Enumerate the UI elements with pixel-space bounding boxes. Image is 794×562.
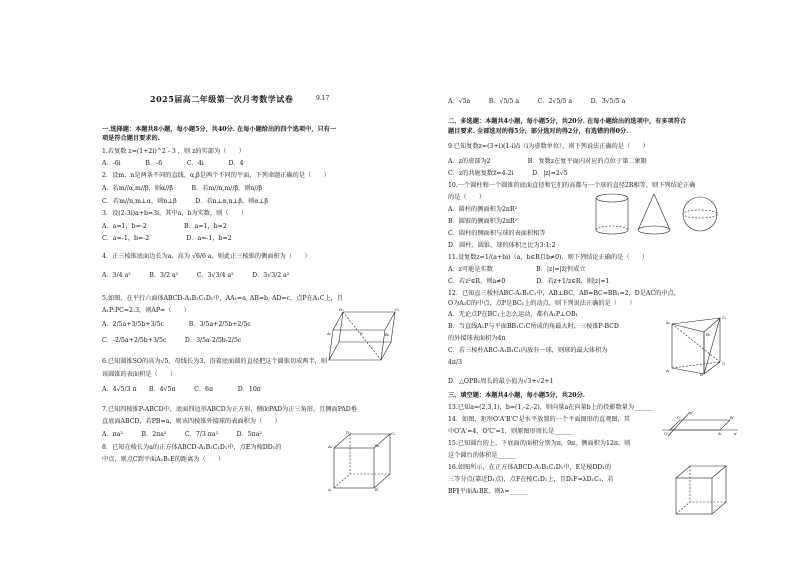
question-12-option-d: D．△OPB₁周长的最小值为√3+√2+1	[448, 378, 554, 385]
label-prism-b: B	[700, 372, 703, 376]
label-c1: C₁	[395, 307, 400, 312]
question-2-options-cd: C．若m//n,m⊥α，则n⊥β D．若n⊥α,n⊥β，则α⊥β	[102, 198, 268, 205]
label-cube-b: B	[375, 487, 378, 492]
question-10-line-2: 的是（ ）	[448, 194, 486, 201]
question-3: 3．设(2-3i)a+b=3i，其中a，b为实数，则（ ）	[102, 210, 248, 217]
question-8-options: A．√5a B．√5/5 a C．2√5/5 a D．3√5/5 a	[448, 98, 626, 105]
label-y-prime: y'	[690, 410, 694, 415]
question-8-line-2: 中点，则点C到平面A₁B₁E的距离为（ ）	[102, 456, 225, 463]
question-7: 7.已知四棱锥P-ABCD中，底面四边形ABCD为正方形，侧面PAD为正三角形，且侧面PAD垂	[102, 406, 357, 413]
label-cube-b1: B₁	[375, 443, 380, 448]
question-12-option-b: B．当直线A₁P与平面BB₁C₁C所成的角最大时，三棱锥P-BCD	[448, 323, 619, 330]
question-16-line-2: 三等分点(靠近D₁点)，点F在棱C₁D₁上，且D₁F=λD₁C₁，若	[448, 476, 614, 483]
parallelepiped-figure	[325, 302, 405, 362]
question-12-option-c-2: 4π/3	[448, 359, 463, 366]
question-11-options-ab: A．z可能是实数 B．|z|=|z̄|恒成立	[448, 266, 586, 273]
section-1-header-2: 项是符合题目要求的.	[102, 135, 160, 142]
question-3-options-cd: C．a=-1，b=-2 D．a=-1，b=2	[102, 235, 232, 242]
solids-figure	[592, 190, 722, 238]
question-12-line-2: O为A₁C的中点，点P是BC₁上的动点，则下列说法正确的是（ ）	[448, 300, 636, 307]
label-a-prime: A'	[718, 431, 722, 436]
label-prism-c: C	[722, 361, 726, 366]
question-6-options: A．4√5/3 π B．4√5π C．6π D．10π	[102, 386, 261, 393]
question-4: 4．正三棱锥底面边长为a，高为 √6/6 a，则此正三棱锥的侧面积为（ ）	[102, 253, 311, 260]
label-prism-b1: B₁	[706, 332, 711, 337]
question-10-option-d: D．圆柱、圆锥、球的体积之比为3:1:2	[448, 242, 556, 249]
label-b-prime: B'	[730, 415, 735, 420]
question-16: 16.如图所示，在正方体ABCD-A₁B₁C₁D₁中，E是棱DD₁的	[448, 464, 612, 471]
section-3-header: 三、填空题：本题共4小题，每小题5分，共20分.	[448, 392, 585, 399]
exam-date: 9.17	[316, 95, 330, 102]
label-p: P	[360, 331, 363, 336]
label-d1: D₁	[339, 307, 344, 312]
question-2: 2．设m，n是两条不同的直线，α,β是两个不同的平面，下列命题正确的是（ ）	[102, 172, 330, 179]
question-5-options-ab: A．2/5a+3/5b+3/5c B．3/5a+2/5b+2/5c	[102, 321, 251, 328]
section-1-header: 一.选择题：本题共8小题，每小题5分，共40分. 在每小题给出的四个选项中，只有一	[102, 126, 337, 133]
question-7-line-2: 直底面ABCD，若PB=a，则该四棱锥外接球的表面积为（ ）	[102, 418, 281, 425]
question-8: 8．已知在棱长为a的正方体ABCD-A₁B₁C₁D₁中，点E为棱DD₁的	[102, 444, 282, 451]
label-prism-a1: A₁	[666, 320, 671, 325]
label-cube-a: A	[328, 487, 331, 492]
question-2-options-ab: A．若m//α,m//β，则α//β B．若m//n,m//β，则n//β	[102, 185, 263, 192]
label-c-prime: C'	[677, 415, 682, 420]
question-15-line-2: 这个圆台的体积是______	[448, 452, 517, 459]
question-9: 9.已知复数z=(3+i)(1-i)/i（i为虚数单位），则下列说法正确的是（ ）	[448, 143, 649, 150]
question-1: 1.若复数 z=(1+2i)^2 - 3 ，则 z的实部为（ ）	[102, 148, 245, 155]
question-1-options: A．-6i B．-6 C．4i D．4	[102, 160, 244, 167]
question-6-line-2: 该圆锥的表面积是（ ）	[102, 371, 177, 378]
question-14: 14．如图，矩形O'A'B'C'是水平放置的一个平面图形的直观图，其	[448, 416, 630, 423]
question-15: 15.已知圆台的上、下底面的面积分别为π，9π，侧面积为12π，则	[448, 440, 631, 447]
question-9-options-ab: A．z的虚部为2 B．复数z在复平面内对应的点位于第二象限	[448, 158, 647, 165]
question-12-option-c: C．若三棱柱ABC-A₁B₁C₁内放有一球，则球的最大体积为	[448, 347, 608, 354]
cube-figure	[328, 430, 398, 492]
label-b1: B₁	[385, 332, 390, 337]
question-11-options-cd: C．若z²∈R，则a≠0 D．若z+1/z∈R，则|z|=1	[448, 278, 610, 285]
label-prism-a: A	[666, 368, 669, 373]
section-2-header-2: 题目要求. 全部选对的得5分，部分选对的得2分，有选错的得0分.	[448, 128, 629, 135]
question-10-option-a: A．圆柱的侧面积为2πR²	[448, 206, 518, 213]
question-11: 11.设复数z=1/(a+bi)（a，b∈R且b≠0)，则下列结论正确的是（ ）	[448, 254, 649, 261]
question-10-option-c: C．圆柱的侧面积与球的表面积相等	[448, 230, 546, 237]
exam-title: 2025届高二年级第一次月考数学试卷	[150, 94, 294, 104]
question-12-option-b-2: 的外接球表面积为4π	[448, 335, 506, 342]
prism-figure	[664, 312, 736, 376]
question-5-line-2: A₁P:PC=2:3，则AP=（ ）	[102, 307, 190, 314]
label-cube-d1: D₁	[346, 430, 351, 435]
question-10: 10.一个圆柱和一个圆锥的底面直径和它们的高都与一个球的直径2R相等，则下列结论正确	[448, 182, 696, 189]
question-5: 5.如图，在平行六面体ABCD-A₁B₁C₁D₁中，AA₁=a, AB=b, AD=c，点P在A₁C上，且	[102, 295, 343, 302]
label-cube-c1: C₁	[391, 431, 396, 436]
question-3-options-ab: A．a=1，b=-2 B．a=1，b=2	[102, 223, 227, 230]
question-16-line-3: BF∥平面A₁BE，则λ=______	[448, 488, 529, 495]
question-9-options-cd: C．z的共轭复数z̄=4-2i D．|z|=2√5	[448, 170, 568, 177]
question-5-options-cd: C．-2/5a+2/5b+3/5c D．3/5a-2/5b-2/5c	[102, 337, 242, 344]
cube2-figure	[672, 462, 732, 518]
section-2-header: 二、多选题：本题共4小题，每小题5分，共20分. 在每小题给出的选项中，有多项符合	[448, 118, 687, 125]
label-a1: A₁	[327, 331, 332, 336]
label-cube-a1: A₁	[328, 444, 333, 449]
label-o-prime: O'	[664, 431, 669, 436]
question-4-options: A．3/4 a² B．3/2 a² C．3√3/4 a² D．3√3/2 a²	[102, 272, 290, 279]
question-7-options: A．πa² B．2πa² C．7/3 πa² D．5πa²	[102, 431, 262, 438]
question-14-line-2: 中O'A'=4，O'C'=1，则原图形周长是______	[448, 428, 573, 435]
question-6: 6.已知圆锥SO的高为√5，母线长为3，沿着底面圆的直径把这个圆锥切成两半，则	[102, 358, 328, 365]
label-prism-c1: C₁	[722, 315, 727, 320]
question-12: 12．已知直三棱柱ABC-A₁B₁C₁中，AB⊥BC，AB=BC=BB₁=2，D是AC的中点，	[448, 290, 680, 297]
parallelogram-figure	[660, 410, 740, 438]
question-12-option-a: A．无论点P在BC₁上怎么运动，都有A₁P⊥OB₁	[448, 311, 578, 318]
question-10-option-b: B．圆锥的侧面积为2πR²	[448, 218, 518, 225]
label-x-prime: x'	[734, 431, 738, 436]
question-13: 13.已知a=(2,3,1)，b=(1,-2,-2)，则向量a在向量b上的投影数量为______	[448, 404, 653, 411]
